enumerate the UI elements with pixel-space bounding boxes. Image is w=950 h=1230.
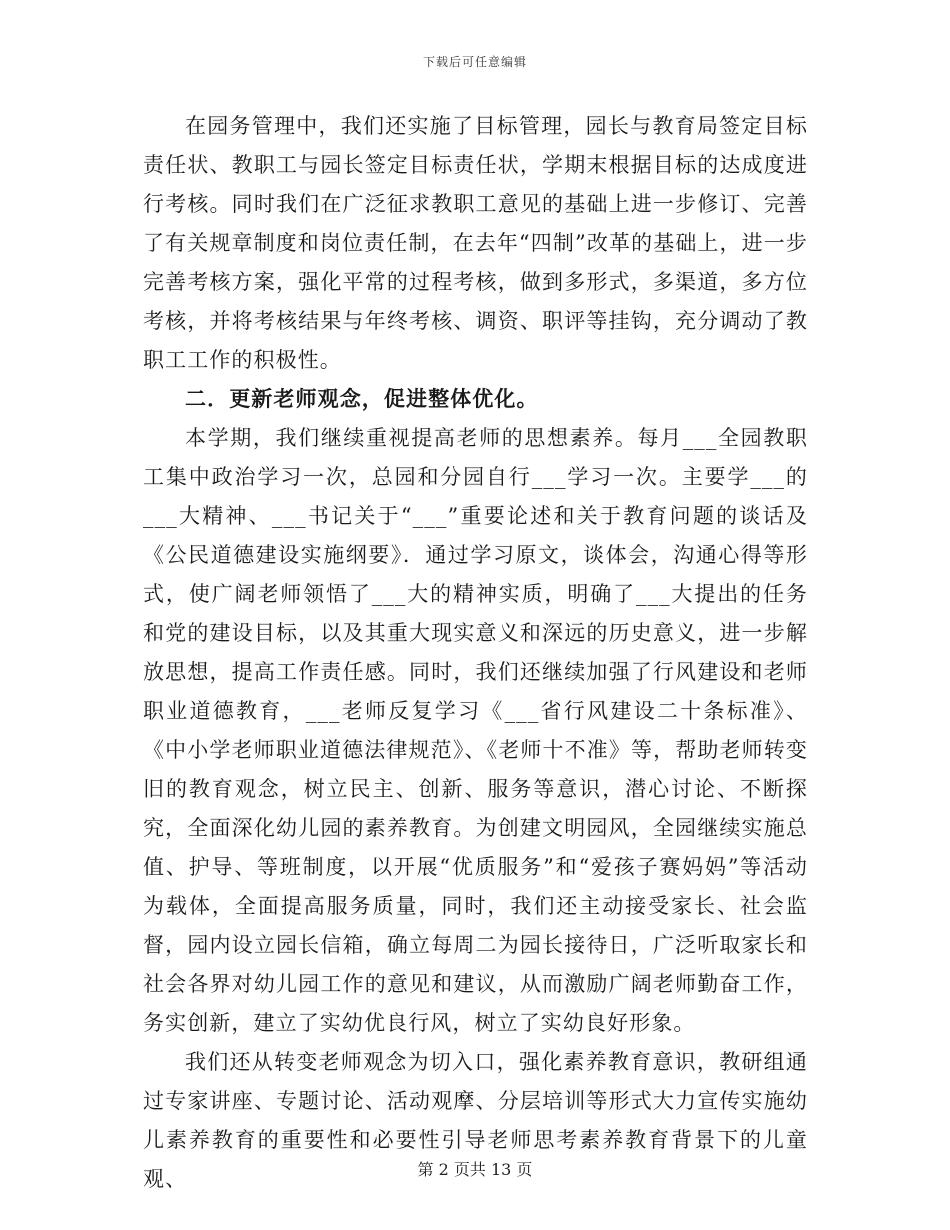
paragraph-teacher-ethics: 本学期，我们继续重视提高老师的思想素养。每月___全园教职工集中政治学习一次，总园和分园自行___学习一次。主要学___的___大精神、___书记关于“___”重要论述和关于教育问题的谈话及《公民道德建设实施纲要》．通过学习原文，谈体会，沟通心得等形式，使广阔老师领悟了___大的精神实质，明确了___大提出的任务和党的建设目标，以及其重大现实意义和深远的历史意义，进一步解放思想，提高工作责任感。同时，我们还继续加强了行风建设和老师职业道德教育，___老师反复学习《___省行风建设二十条标准》、《中小学老师职业道德法律规范》、《老师十不准》等，帮助老师转变旧的教育观念，树立民主、创新、服务等意识，潜心讨论、不断探究，全面深化幼儿园的素养教育。为创建文明园风，全园继续实施总值、护导、等班制度，以开展“优质服务”和“爱孩子赛妈妈”等活动为载体，全面提高服务质量，同时，我们还主动接受家长、社会监督，园内设立园长信箱，确立每周二为园长接待日，广泛听取家长和社会各界对幼儿园工作的意见和建议，从而激励广阔老师勤奋工作，务实创新，建立了实幼优良行风，树立了实幼良好形象。 bbox=[143, 426, 808, 1035]
document-body bbox=[143, 107, 808, 1199]
paragraph-quality-education: 我们还从转变老师观念为切入口，强化素养教育意识，教研组通过专家讲座、专题讨论、活动观摩、分层培训等形式大力宣传实施幼儿素养教育的重要性和必要性引导老师思考素养教育背景下的儿童观、 bbox=[143, 1050, 808, 1191]
page-number: 第 2 页共 13 页 bbox=[417, 1160, 533, 1179]
page-header: 下载后可任意编辑 bbox=[422, 55, 527, 69]
section-heading: 二．更新老师观念，促进整体优化。 bbox=[185, 387, 539, 411]
paragraph-goal-management: 在园务管理中，我们还实施了目标管理，园长与教育局签定目标责任状、教职工与园长签定目标责任状，学期末根据目标的达成度进行考核。同时我们在广泛征求教职工意见的基础上进一步修订、完善了有关规章制度和岗位责任制，在去年“四制”改革的基础上，进一步完善考核方案，强化平常的过程考核，做到多形式，多渠道，多方位考核，并将考核结果与年终考核、调资、职评等挂钩，充分调动了教职工工作的积极性。 bbox=[143, 114, 808, 372]
